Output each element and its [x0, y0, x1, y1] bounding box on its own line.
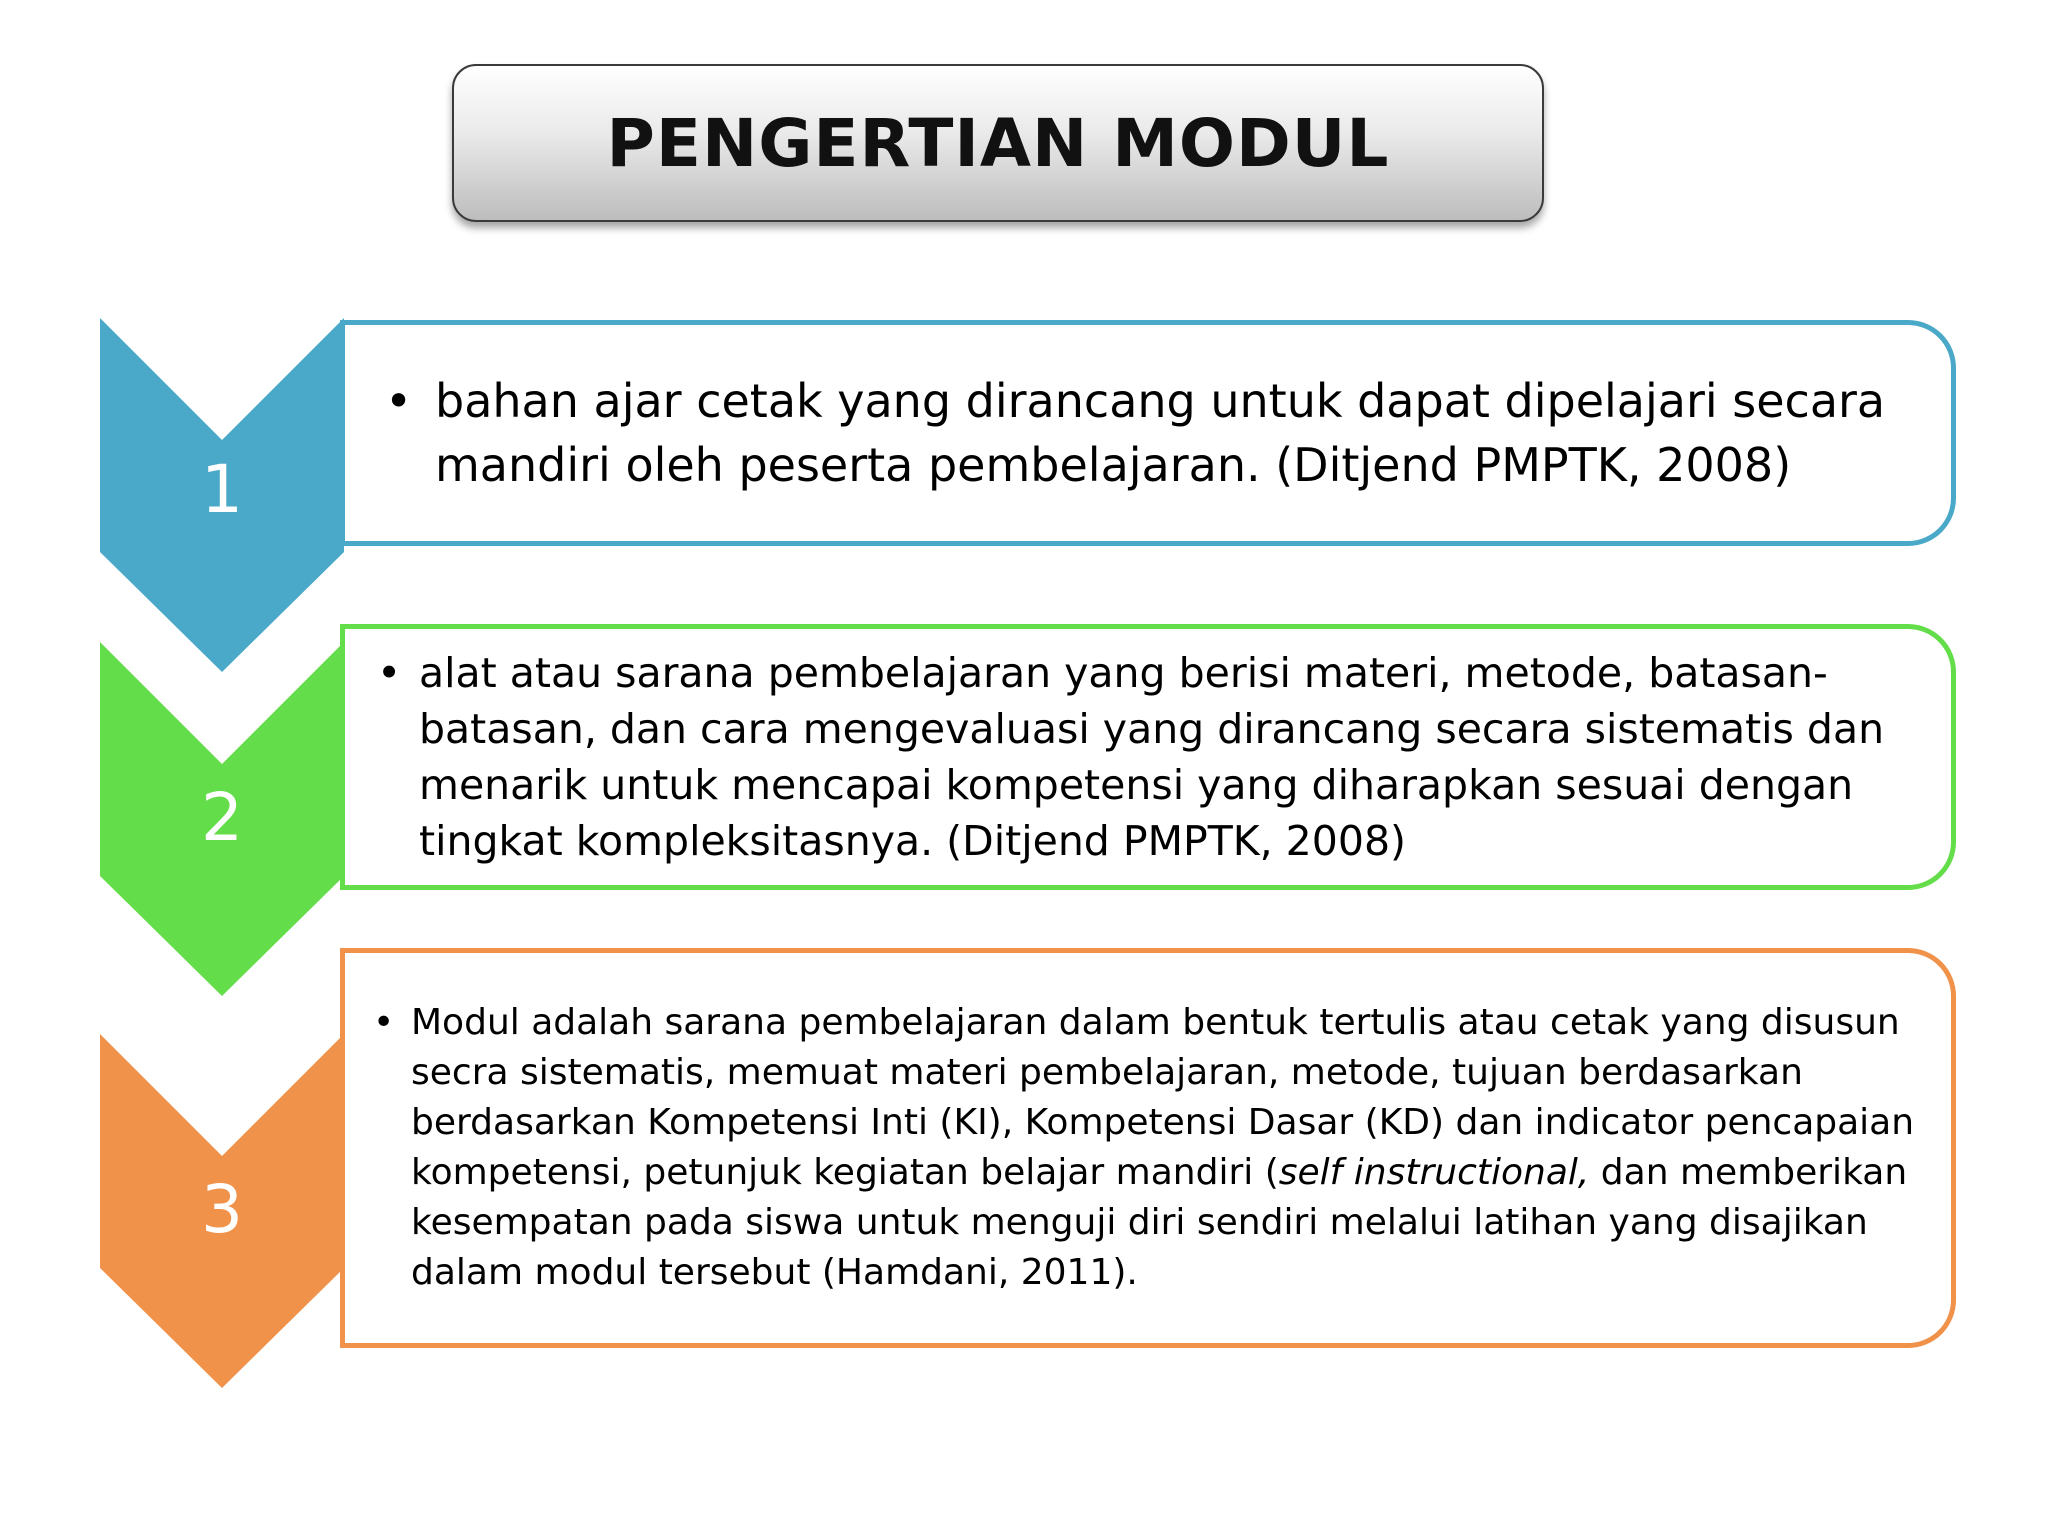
definition-item-2 [377, 645, 1911, 869]
bullet-icon: • [373, 1002, 395, 1043]
definition-list-2 [345, 645, 1951, 869]
definition-list-3 [345, 998, 1951, 1298]
definition-card-3 [340, 948, 1956, 1348]
definition-list-1 [345, 369, 1951, 497]
definition-item-3 [373, 998, 1927, 1298]
definition-text-1: bahan ajar cetak yang dirancang untuk dapat dipelajari secara mandiri oleh peserta pembelajaran. (Ditjend PMPTK, 2008) [435, 374, 1886, 492]
definition-item-1 [385, 369, 1911, 497]
definition-text-3-italic: self instructional, [1278, 1152, 1590, 1193]
definition-card-1 [340, 320, 1956, 546]
page-title: PENGERTIAN MODUL [606, 104, 1390, 182]
definition-text-2: alat atau sarana pembelajaran yang berisi materi, metode, batasan-batasan, dan cara mengevaluasi yang dirancang secara sistematis dan menarik untuk mencapai kompetensi yang diharapkan sesuai dengan tingkat kompleksitasnya. (Ditjend PMPTK, 2008) [419, 649, 1885, 865]
definition-text-3-end: dan memberikan kesempatan pada siswa untuk menguji diri sendiri melalui latihan yang disajikan dalam modul tersebut (Hamdani, 2011). [411, 1152, 1908, 1293]
bullet-icon: • [377, 649, 402, 697]
definition-card-2 [340, 624, 1956, 890]
bullet-icon: • [385, 374, 413, 428]
step-number-1: 1 [201, 451, 243, 528]
definition-text-3-start: Modul adalah sarana pembelajaran dalam bentuk tertulis atau cetak yang disusun secra sistematis, memuat materi pembelajaran, metode, tujuan berdasarkan berdasarkan Kompetensi Inti (KI), Kompetensi Dasar (KD) dan indicator pencapaian kompetensi, petunjuk kegiatan belajar mandiri ( [411, 1002, 1915, 1193]
step-number-2: 2 [201, 779, 243, 856]
step-number-3: 3 [201, 1171, 243, 1248]
